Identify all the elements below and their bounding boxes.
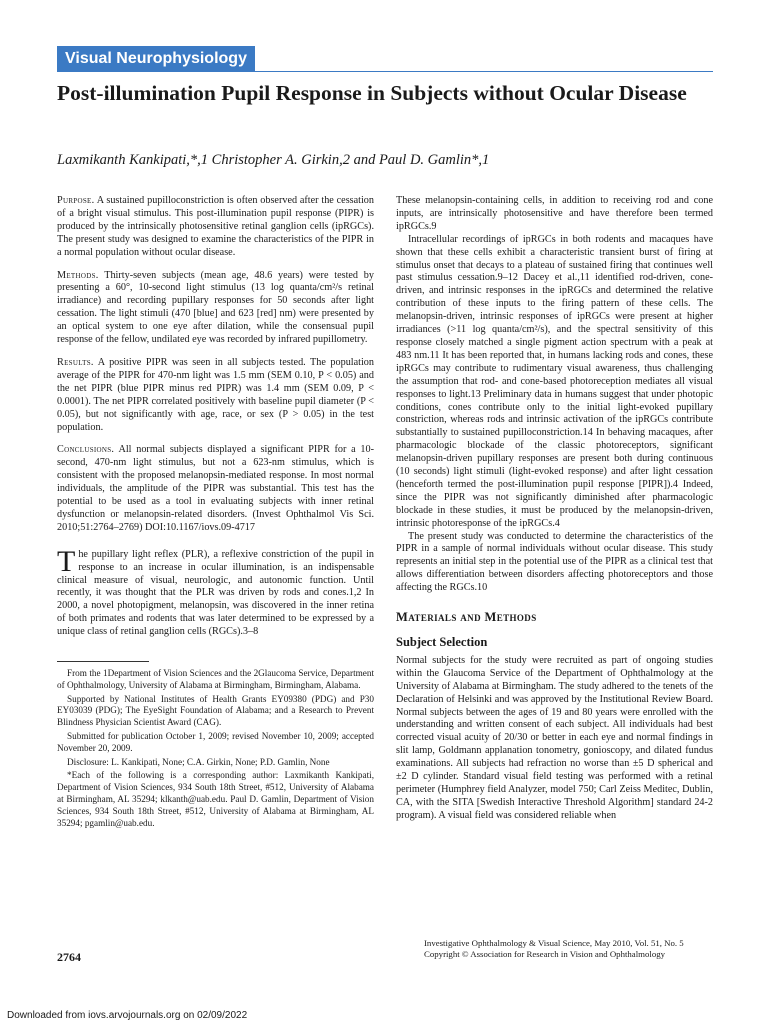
page-number: 2764 <box>57 950 81 964</box>
intro-paragraph <box>57 544 374 639</box>
drop-cap: T <box>57 544 76 578</box>
footnote-funding: Supported by National Institutes of Health Grants EY09380 (PDG) and P30 EY03039 (PDG); The EyeSight Foundation of Alabama; and a Research to Prevent Blindness Physician Scientist Award (CAG). <box>57 693 374 728</box>
abstract-conclusions-heading: Conclusions. <box>57 444 115 456</box>
abstract-results <box>57 357 374 434</box>
section-tag: Visual Neurophysiology <box>57 46 255 72</box>
body-paragraph: These melanopsin-containing cells, in addition to receiving rod and cone inputs, are intrinsically photosensitive and have therefore been termed ipRGCs.9 <box>396 195 713 232</box>
abstract-results-text: A positive PIPR was seen in all subjects tested. The population average of the PIPR for 470-nm light was 1.5 mm (SEM 0.10, P < 0.05) and the net PIPR (blue PIPR minus red PIPR) was 1.4 mm (SEM 0.09, P < 0.0001). The net PIPR correlated positively with baseline pupil diameter (P < 0.05), but not significantly with age, race, or sex (P > 0.05) in the test population. <box>57 356 374 433</box>
abstract-purpose-text: A sustained pupilloconstriction is often observed after the cessation of a bright visual stimulus. This post-illumination pupil response (PIPR) is produced by the intrinsically photosensitive retinal ganglion cells (ipRGCs). The present study was designed to examine the characteristics of the PIPR in a normal population without ocular disease. <box>57 195 374 258</box>
journal-info <box>424 938 684 960</box>
section-tag-rule <box>255 71 713 72</box>
body-paragraph: The present study was conducted to determine the characteristics of the PIPR in a sample of normal individuals without ocular disease. This study represents an initial step in the potential use of the PIPR as a clinical test that allows differentiation between disorders affecting photoreceptors and those affecting the RGCs.10 <box>396 530 713 594</box>
body-paragraph: Normal subjects for the study were recruited as part of ongoing studies within the Glaucoma Service of the Department of Ophthalmology at the University of Alabama at Birmingham. The study adhered to the tenets of the Declaration of Helsinki and was approved by the Institutional Review Board. Normal subjects between the ages of 19 and 80 years were enrolled with the understanding and written consent of each subject. All individuals had best corrected visual acuity of 20/30 or better in each eye and normal findings in slit lamp, Goldmann applanation tonometry, gonioscopy, and dilated fundus examinations. All subjects had refraction no worse than ±5 D spherical and ±2 D cylinder. Standard visual field testing was performed with a retinal perimeter (Humphrey field Analyzer, model 750; Carl Zeiss Meditec, Dublin, CA, with the SITA [Swedish Interactive Threshold Algorithm] standard 24-2 program). A visual field was considered reliable when <box>396 654 713 821</box>
download-notice: Downloaded from iovs.arvojournals.org on 02/09/2022 <box>7 1010 248 1021</box>
abstract-methods-text: Thirty-seven subjects (mean age, 48.6 years) were tested by presenting a 60°, 10-second light stimulus (13 log quanta/cm²/s retinal irradiance) and recording pupillary responses for 50 seconds after light cessation. The light stimuli (470 [blue] and 623 [red] nm) were presented by an optical system to one eye after dilation, while the consensual pupil response of the fellow, undilated eye was recorded by infrared pupillometry. <box>57 269 374 346</box>
footnote-rule <box>57 661 149 662</box>
author-list: Laxmikanth Kankipati,*,1 Christopher A. Girkin,2 and Paul D. Gamlin*,1 <box>57 152 490 168</box>
journal-copyright: Copyright © Association for Research in Vision and Ophthalmology <box>424 949 666 959</box>
left-column <box>57 195 374 831</box>
footnote-correspondence: *Each of the following is a corresponding author: Laxmikanth Kankipati, Department of Vision Sciences, 934 South 18th Street, #512, University of Alabama at Birmingham, AL 35294; klkanth@uab.edu. Paul D. Gamlin, Department of Vision Sciences, 934 South 18th Street, #512, University of Alabama at Birmingham, AL 35294; pgamlin@uab.edu. <box>57 770 374 828</box>
footnotes <box>57 668 374 829</box>
subsection-heading: Subject Selection <box>396 635 488 649</box>
body-paragraph: Intracellular recordings of ipRGCs in both rodents and macaques have shown that these cells exhibit a characteristic transient burst of firing at stimulus onset that decays to a plateau of sustained firing that continues well past stimulus cessation.9–12 Dacey et al.,11 identified rod-driven, cone-driven, and intrinsic responses in the ipRGCs and determined the relative contribution of these inputs to the firing pattern of these cells. The melanopsin-driven, intrinsic responses of ipRGCs were present at higher irradiances (>11 log quanta/cm²/s), and the spectral sensitivity of this response closely matched a single pigment action spectrum with a peak at 483 nm.11 It has been reported that, in humans lacking rods and cones, these ipRGCs may contribute to rudimentary visual awareness, thus challenging the assumption that rod- and cone-based photoreception mediates all visual responses to light.13 Preliminary data in humans suggest that under photopic conditions, cones contribute only to the initial light-evoked pupillary constriction, whereas rods and intrinsic activation of the ipRGCs contribute substantially to sustained pupilloconstriction.14 In behaving macaques, after pharmacologic blockade of the classic photoreceptors, significant melanopsin-driven pupillary responses are present both during continuous (10 seconds) light stimuli (light-evoked response) and after light cessation (henceforth termed the post-illumination pupil response [PIPR]).4 Indeed, since the PIPR was not significantly diminished after pharmacologic blockade in these studies, it must be produced by the melanopsin-driven, intrinsic photoresponse of the ipRGCs.4 <box>396 233 713 529</box>
footnote-affiliation: From the 1Department of Vision Sciences and the 2Glaucoma Service, Department of Ophthalmology, University of Alabama at Birmingham, Birmingham, Alabama. <box>57 668 374 690</box>
section-heading: Materials and Methods <box>396 610 537 625</box>
footnote-disclosure: Disclosure: L. Kankipati, None; C.A. Girkin, None; P.D. Gamlin, None <box>67 756 330 767</box>
abstract-methods <box>57 270 374 347</box>
article-title: Post-illumination Pupil Response in Subjects without Ocular Disease <box>57 81 687 105</box>
journal-citation: Investigative Ophthalmology & Visual Science, May 2010, Vol. 51, No. 5 <box>424 938 684 948</box>
abstract-purpose-heading: Purpose. <box>57 195 95 206</box>
footnote-dates: Submitted for publication October 1, 2009; revised November 10, 2009; accepted November 20, 2009. <box>57 731 374 753</box>
abstract-results-heading: Results. <box>57 356 94 368</box>
intro-text: he pupillary light reflex (PLR), a reflexive constriction of the pupil in response to an increase in ocular illumination, is an indispensable clinical measure of visual, neurologic, and autonomic function. Until recently, it was thought that the PLR was driven by rods and cones.1,2 In 2000, a novel photopigment, melanopsin, was discovered in the inner retina of both primates and rodents that was later determined to be expressed by a unique class of retinal ganglion cells (RGCs).3–8 <box>57 548 374 638</box>
right-column <box>396 195 713 823</box>
abstract <box>57 195 374 535</box>
abstract-purpose <box>57 195 374 260</box>
abstract-conclusions <box>57 444 374 534</box>
abstract-methods-heading: Methods. <box>57 269 99 281</box>
abstract-conclusions-text: All normal subjects displayed a significant PIPR for a 10-second, 470-nm light stimulus, but not a 623-nm stimulus, which is consistent with the proposed melanopsin-mediated response. In most normal individuals, the amplitude of the PIPR was substantial. This test has the potential to be used as a tool in evaluating subjects with inner retinal dysfunction or melanopsin-related disorders. (Invest Ophthalmol Vis Sci. 2010;51:2764–2769) DOI:10.1167/iovs.09-4717 <box>57 444 374 533</box>
